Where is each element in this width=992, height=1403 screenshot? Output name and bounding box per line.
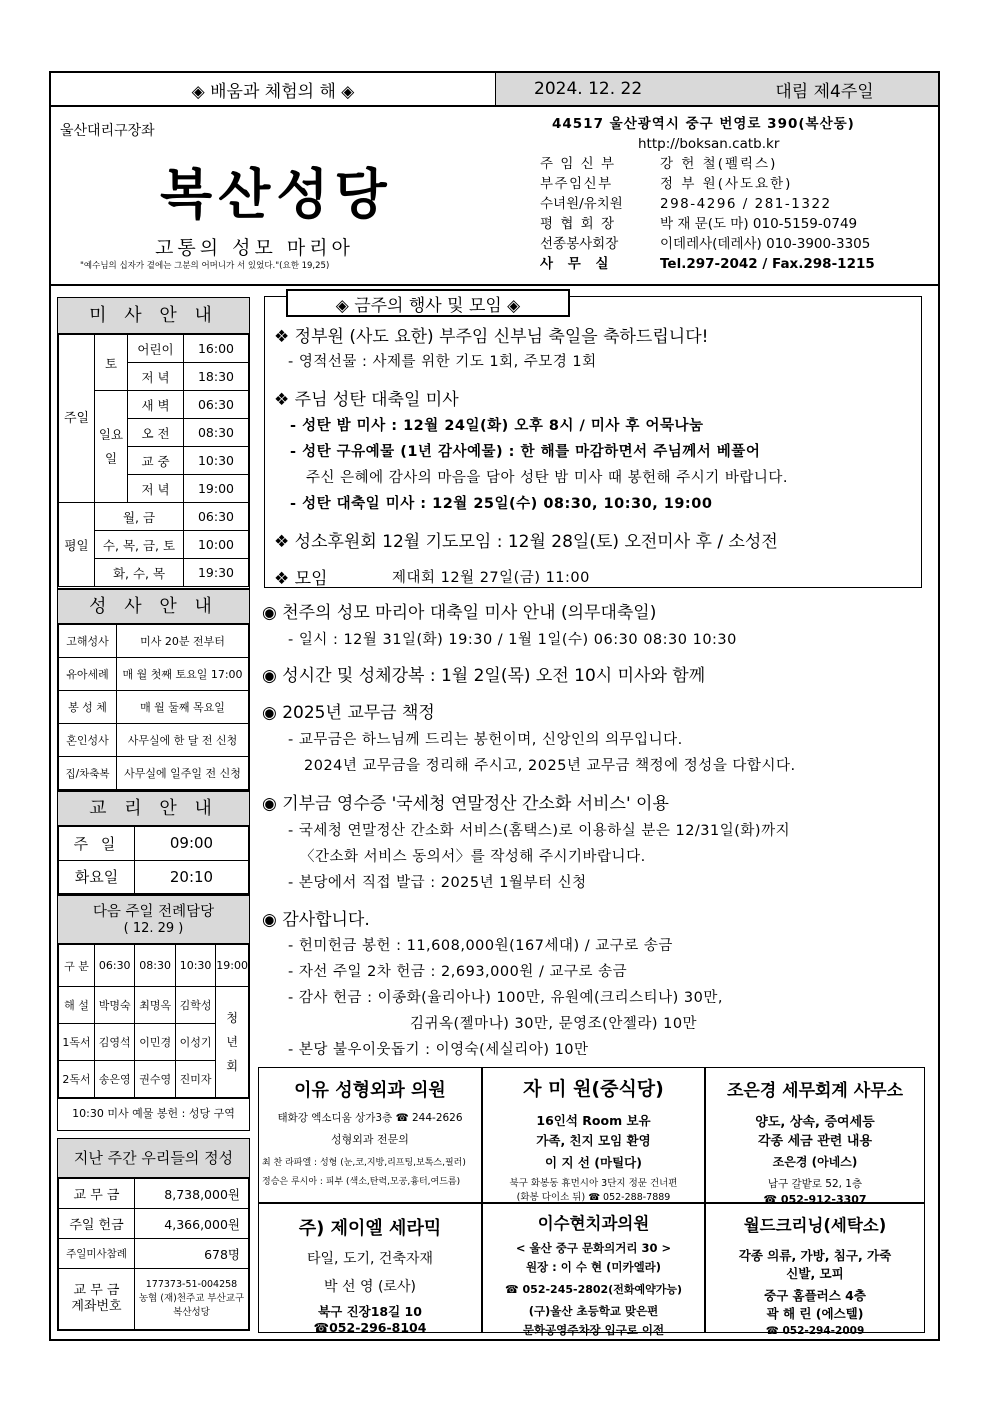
diocese-label: 울산대리구장좌 bbox=[60, 123, 155, 139]
address: 44517 울산광역시 중구 번영로 390(복산동) bbox=[552, 116, 855, 132]
catechism-schedule bbox=[57, 791, 250, 895]
event-detail: - 성탄 대축일 미사 : 12월 25일(수) 08:30, 10:30, 19:00 bbox=[290, 496, 713, 512]
mass-name: 화, 수, 목 bbox=[95, 559, 184, 587]
sacrament-name: 혼인성사 bbox=[59, 724, 117, 757]
mass-time: 19:00 bbox=[184, 475, 249, 503]
weekday-label: 평일 bbox=[59, 503, 95, 587]
liturgy-date: ( 12. 29 ) bbox=[123, 921, 184, 936]
notice-heading: ◉ 성시간 및 성체강복 : 1월 2일(목) 오전 10시 미사와 함께 bbox=[262, 666, 706, 686]
date-box bbox=[496, 73, 938, 105]
ad-ceramic bbox=[258, 1203, 482, 1333]
mass-time: 06:30 bbox=[184, 391, 249, 419]
ad-dental-clinic bbox=[482, 1203, 705, 1337]
notice-detail: - 감사 헌금 : 이종화(율리아나) 100만, 유원예(크리스티나) 30만, bbox=[288, 990, 723, 1006]
account-bank: 농협 (재)천주교 부산교구 bbox=[138, 1293, 245, 1304]
notice-heading: ◉ 감사합니다. bbox=[262, 910, 370, 930]
staff-row: 평 협 회 장 박 재 문(도 마) 010-5159-0749 bbox=[540, 216, 858, 232]
ad-line: 이 지 선 (마틸다) bbox=[545, 1155, 642, 1170]
ad-tax-office bbox=[705, 1067, 925, 1206]
account-label: 교 무 금 계좌번호 bbox=[59, 1269, 135, 1330]
notice-detail: 김귀옥(젤마나) 30만, 문영조(안젤라) 10만 bbox=[410, 1016, 698, 1032]
liturgy-title: 다음 주일 전례담당 bbox=[92, 904, 215, 920]
event-detail: 제대회 12월 27일(금) 11:00 bbox=[392, 570, 590, 586]
catechism-day: 주 일 bbox=[59, 827, 135, 861]
liturgy-evening-group: 청년회 bbox=[216, 987, 249, 1098]
ad-line: 곽 해 린 (에스텔) bbox=[766, 1306, 864, 1321]
year-motto: ◈ 배움과 체험의 해 ◈ bbox=[51, 73, 496, 105]
mass-time: 10:00 bbox=[184, 531, 249, 559]
notice-detail: - 본당에서 직접 발급 : 2025년 1월부터 신청 bbox=[288, 875, 587, 891]
staff-row: 선종봉사회장 이데레사(데레사) 010-3900-3305 bbox=[540, 236, 871, 252]
liturgical-week: 대림 제4주일 bbox=[775, 81, 874, 102]
notice-detail: - 헌미헌금 봉헌 : 11,608,000원(167세대) / 교구로 송금 bbox=[288, 938, 673, 954]
offering-name: 주일미사참례 bbox=[59, 1239, 135, 1269]
mass-name: 월, 금 bbox=[95, 503, 184, 531]
sacrament-name: 유아세례 bbox=[59, 658, 117, 691]
event-detail: - 성탄 구유예물 (1년 감사예물) : 한 해를 마감하면서 주님께서 베풀어 bbox=[290, 444, 761, 460]
ad-line: 박 선 영 (로사) bbox=[324, 1279, 416, 1295]
ad-line: (화봉 다이소 뒤) ☎ 052-288-7889 bbox=[516, 1192, 671, 1203]
ad-line: 가족, 친지 모임 환영 bbox=[536, 1133, 651, 1148]
staff-row: 주 임 신 부 강 헌 철(펠릭스) bbox=[540, 156, 778, 172]
mass-time: 10:30 bbox=[184, 447, 249, 475]
liturgy-note: 10:30 미사 예물 봉헌 : 성당 구역 bbox=[58, 1098, 249, 1128]
liturgy-person: 김학성 bbox=[175, 987, 215, 1024]
top-bar bbox=[49, 71, 940, 107]
issue-date: 2024. 12. 22 bbox=[534, 79, 643, 99]
staff-row: 수녀원/유치원 298-4296 / 281-1322 bbox=[540, 196, 832, 212]
church-name: 복산성당 bbox=[160, 162, 393, 226]
ad-line: 중구 홈플러스 4층 bbox=[764, 1288, 866, 1303]
catechism-time: 09:00 bbox=[135, 827, 249, 861]
ad-line: (구)울산 초등학교 맞은편 bbox=[528, 1304, 659, 1318]
liturgy-person: 최명옥 bbox=[135, 987, 175, 1024]
scripture-quote: "예수님의 십자가 곁에는 그분의 어머니가 서 있었다."(요한 19,25) bbox=[80, 261, 330, 271]
mass-name: 새 벽 bbox=[128, 391, 184, 419]
ad-line: 16인석 Room 보유 bbox=[536, 1113, 651, 1128]
mass-name: 수, 목, 금, 토 bbox=[95, 531, 184, 559]
offering-title: 지난 주간 우리들의 정성 bbox=[58, 1139, 249, 1178]
ad-clinic-plastic bbox=[258, 1067, 482, 1203]
ad-line: 최 찬 라파엘 : 성형 (눈,코,지방,리프팅,보톡스,필러) bbox=[262, 1158, 466, 1168]
notice-detail: - 국세청 연말정산 간소화 서비스(홈택스)로 이용하실 분은 12/31일(화)까지 bbox=[288, 823, 791, 839]
liturgy-person: 송은영 bbox=[95, 1061, 135, 1098]
liturgy-col-header: 19:00 bbox=[216, 945, 249, 987]
weekly-events-title: ◈ 금주의 행사 및 모임 ◈ bbox=[286, 289, 570, 317]
event-heading: ❖ 정부원 (사도 요한) 부주임 신부님 축일을 축하드립니다! bbox=[274, 327, 709, 347]
ad-line: 타일, 도기, 건축자재 bbox=[307, 1251, 433, 1267]
sacrament-name: 집/차축복 bbox=[59, 757, 117, 790]
contact-info bbox=[540, 114, 900, 274]
offering-value: 8,738,000원 bbox=[135, 1179, 249, 1209]
sunday-day-label: 일요일 bbox=[95, 391, 128, 503]
mass-time: 08:30 bbox=[184, 419, 249, 447]
account-info bbox=[135, 1269, 249, 1330]
event-detail: - 성탄 밤 미사 : 12월 24일(화) 오후 8시 / 미사 후 어묵나눔 bbox=[290, 418, 704, 434]
office-row: 사 무 실 Tel.297-2042 / Fax.298-1215 bbox=[540, 256, 875, 272]
account-number: 177373-51-004258 bbox=[145, 1279, 238, 1290]
sacrament-value: 사무실에 한 달 전 신청 bbox=[117, 724, 249, 757]
sacrament-schedule bbox=[57, 589, 250, 791]
liturgy-person: 김영석 bbox=[95, 1024, 135, 1061]
sacrament-value: 매 월 둘째 목요일 bbox=[117, 691, 249, 724]
ad-title: 이수현치과의원 bbox=[537, 1214, 650, 1233]
ad-line: 조은경 (아네스) bbox=[772, 1155, 858, 1169]
mass-time: 16:00 bbox=[184, 335, 249, 363]
liturgy-person: 박명숙 bbox=[95, 987, 135, 1024]
liturgy-table bbox=[58, 944, 249, 1098]
mass-time: 06:30 bbox=[184, 503, 249, 531]
mass-name: 교 중 bbox=[128, 447, 184, 475]
liturgy-roster bbox=[57, 895, 250, 1131]
ad-line: 신발, 모피 bbox=[786, 1266, 844, 1281]
ad-line: 정승은 루시아 : 피부 (색소,탄력,모공,흉터,여드름) bbox=[262, 1177, 461, 1187]
ad-line: 각종 세금 관련 내용 bbox=[757, 1134, 873, 1149]
ad-restaurant bbox=[482, 1067, 705, 1203]
notice-heading: ◉ 기부금 영수증 '국세청 연말정산 간소화 서비스' 이용 bbox=[262, 794, 669, 814]
mass-name: 어린이 bbox=[128, 335, 184, 363]
liturgy-role: 2독서 bbox=[59, 1061, 95, 1098]
liturgy-col-header: 구 분 bbox=[59, 945, 95, 987]
ad-line: 원장 : 이 수 현 (미카엘라) bbox=[525, 1260, 662, 1274]
notice-detail: - 본당 불우이웃돕기 : 이영숙(세실리아) 10만 bbox=[288, 1042, 589, 1058]
sacrament-title: 성 사 안 내 bbox=[58, 590, 249, 624]
ad-line: < 울산 중구 문화의거리 30 > bbox=[515, 1241, 672, 1255]
sacrament-name: 고해성사 bbox=[59, 625, 117, 658]
sunday-label: 주일 bbox=[59, 335, 95, 503]
ad-title: 자 미 원(중식당) bbox=[523, 1078, 664, 1100]
mass-time: 18:30 bbox=[184, 363, 249, 391]
ad-line: 태화강 엑소디움 상가3층 ☎ 244-2626 bbox=[277, 1112, 463, 1124]
ad-line: ☎052-296-8104 bbox=[313, 1320, 427, 1335]
mass-time: 19:30 bbox=[184, 559, 249, 587]
notice-detail: 2024년 교무금을 정리해 주시고, 2025년 교무금 책정에 정성을 다합시다. bbox=[304, 758, 796, 774]
catechism-title: 교 리 안 내 bbox=[58, 792, 249, 826]
mass-schedule bbox=[57, 297, 250, 589]
liturgy-header bbox=[58, 896, 249, 944]
ad-title: 월드크리닝(세탁소) bbox=[743, 1216, 887, 1235]
offering-name: 교 무 금 bbox=[59, 1179, 135, 1209]
liturgy-col-header: 10:30 bbox=[175, 945, 215, 987]
offering-name: 주일 헌금 bbox=[59, 1209, 135, 1239]
sacrament-name: 봉 성 체 bbox=[59, 691, 117, 724]
ad-line: ☎ 052-912-3307 bbox=[763, 1193, 867, 1206]
liturgy-person: 이성기 bbox=[175, 1024, 215, 1061]
staff-row: 부주임신부 정 부 원(사도요한) bbox=[540, 176, 793, 192]
mass-name: 저 녁 bbox=[128, 475, 184, 503]
ad-line: 문화공영주차장 입구로 이전 bbox=[522, 1323, 665, 1337]
ad-line: ☎ 052-294-2009 bbox=[765, 1325, 865, 1337]
ad-line: ☎ 052-245-2802(전화예약가능) bbox=[504, 1283, 682, 1296]
ad-line: 남구 갈밭로 52, 1층 bbox=[767, 1178, 863, 1190]
ad-title: 이유 성형외과 의원 bbox=[294, 1080, 446, 1101]
event-heading: ❖ 성소후원회 12월 기도모임 : 12월 28일(토) 오전미사 후 / 소성전 bbox=[274, 532, 778, 552]
patron-saint: 고통의 성모 마리아 bbox=[155, 237, 354, 259]
ad-line: 북구 화봉동 휴먼시아 3단지 정문 건너편 bbox=[509, 1178, 678, 1189]
ad-title: 주) 제이엘 세라믹 bbox=[298, 1218, 442, 1239]
ad-laundry bbox=[705, 1203, 925, 1337]
offering-table bbox=[58, 1178, 249, 1330]
ad-line: 각종 의류, 가방, 침구, 가죽 bbox=[738, 1248, 892, 1263]
offering-value: 4,366,000원 bbox=[135, 1209, 249, 1239]
ad-title: 조은경 세무회계 사무소 bbox=[726, 1081, 904, 1101]
event-heading: ❖ 주님 성탄 대축일 미사 bbox=[274, 390, 459, 410]
ad-line: 양도, 상속, 증여세등 bbox=[755, 1115, 875, 1130]
catechism-day: 화요일 bbox=[59, 860, 135, 894]
liturgy-role: 1독서 bbox=[59, 1024, 95, 1061]
notice-heading: ◉ 천주의 성모 마리아 대축일 미사 안내 (의무대축일) bbox=[262, 603, 657, 623]
liturgy-col-header: 08:30 bbox=[135, 945, 175, 987]
header-divider bbox=[49, 284, 940, 286]
ad-line: 북구 진장18길 10 bbox=[318, 1304, 422, 1319]
event-detail: - 영적선물 : 사제를 위한 기도 1회, 주모경 1회 bbox=[288, 354, 597, 370]
liturgy-person: 이민경 bbox=[135, 1024, 175, 1061]
notice-detail: - 일시 : 12월 31일(화) 19:30 / 1월 1일(수) 06:30 08:30 10:30 bbox=[288, 632, 737, 648]
mass-name: 오 전 bbox=[128, 419, 184, 447]
ad-line: 성형외과 전문의 bbox=[331, 1133, 409, 1146]
mass-table bbox=[58, 334, 249, 587]
offering-value: 678명 bbox=[135, 1239, 249, 1269]
offering-summary bbox=[57, 1138, 250, 1331]
sacrament-value: 사무실에 일주일 전 신청 bbox=[117, 757, 249, 790]
mass-title: 미 사 안 내 bbox=[58, 298, 249, 334]
sacrament-value: 매 월 첫째 토요일 17:00 bbox=[117, 658, 249, 691]
notice-heading: ◉ 2025년 교무금 책정 bbox=[262, 703, 435, 723]
event-detail: 주신 은혜에 감사의 마음을 담아 성탄 밤 미사 때 봉헌해 주시기 바랍니다. bbox=[306, 470, 789, 486]
liturgy-person: 진미자 bbox=[175, 1061, 215, 1098]
event-heading: ❖ 모임 bbox=[274, 569, 328, 589]
liturgy-role: 해 설 bbox=[59, 987, 95, 1024]
liturgy-person: 권수영 bbox=[135, 1061, 175, 1098]
saturday-label: 토 bbox=[95, 335, 128, 391]
catechism-time: 20:10 bbox=[135, 860, 249, 894]
masthead bbox=[60, 120, 480, 280]
notice-detail: 〈간소화 서비스 동의서〉를 작성해 주시기바랍니다. bbox=[300, 849, 646, 865]
sacrament-table bbox=[58, 624, 249, 790]
notice-detail: - 자선 주일 2차 헌금 : 2,693,000원 / 교구로 송금 bbox=[288, 964, 628, 980]
liturgy-col-header: 06:30 bbox=[95, 945, 135, 987]
catechism-table bbox=[58, 826, 249, 894]
account-holder: 복산성당 bbox=[173, 1307, 210, 1318]
sacrament-value: 미사 20분 전부터 bbox=[117, 625, 249, 658]
mass-name: 저 녁 bbox=[128, 363, 184, 391]
website-link[interactable]: http://boksan.catb.kr bbox=[638, 136, 780, 152]
notice-detail: - 교무금은 하느님께 드리는 봉헌이며, 신앙인의 의무입니다. bbox=[288, 732, 683, 748]
